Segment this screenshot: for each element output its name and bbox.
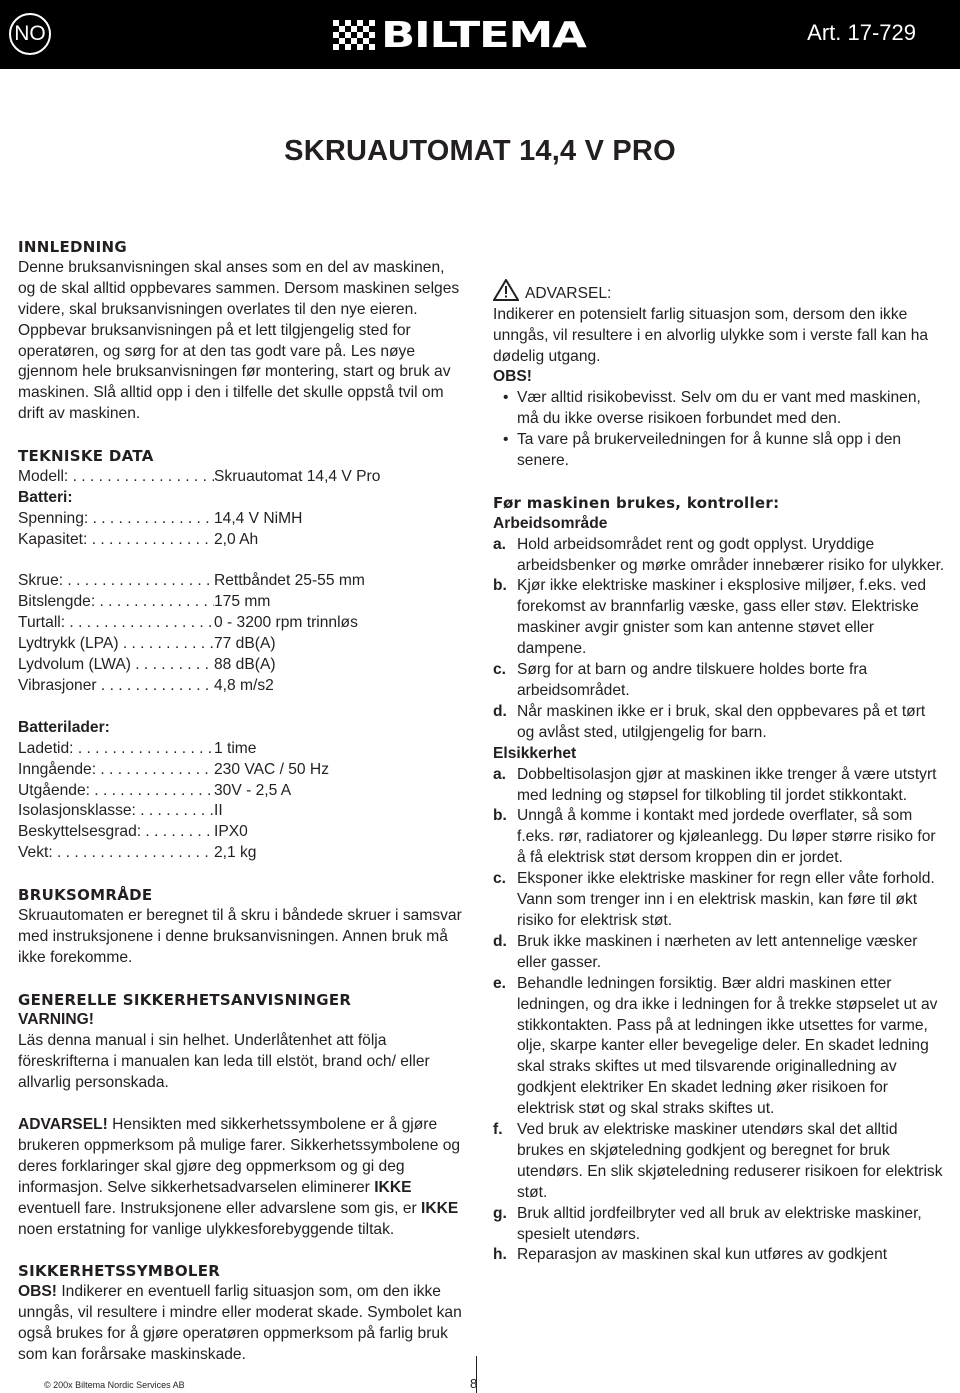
spec-row	[18, 760, 463, 781]
list-item: c. Eksponer ikke elektriske maskiner for regn eller våte forhold. Vann som trenger inn i en elektrisk maskin, kan føre til økt risiko for elektrisk støt.	[493, 869, 945, 932]
spec-value: 4,8 m/s2	[214, 677, 274, 694]
biltema-logo	[333, 14, 586, 56]
spec-row	[18, 801, 463, 822]
spec-key: Lydvolum (LWA) . . .	[18, 655, 214, 676]
spec-row	[18, 739, 463, 760]
spec-row	[18, 613, 463, 634]
spec-key: Lydtrykk (LPA) . . .	[18, 634, 214, 655]
list-item-text: Når maskinen ikke er i bruk, skal den oppbevares på et tørt og avlåst sted, utilgjengelig for barn.	[517, 702, 926, 741]
advarsel-paragraph	[18, 1115, 463, 1240]
battery-label: Batteri:	[18, 488, 73, 506]
list-item: b. Unngå å komme i kontakt med jordede overflater, så som f.eks. rør, radiatorer og kjøleanlegg. Du løper større risiko for å få elektrisk støt dersom kroppen din er jordet.	[493, 806, 945, 869]
spec-key: Spenning: . . .	[18, 509, 214, 530]
spec-key: Utgående: . . .	[18, 781, 214, 802]
obs-label: OBS!	[18, 1283, 57, 1301]
spec-value: 2,1 kg	[214, 844, 257, 862]
list-item-text: Bruk ikke maskinen i nærheten av lett antennelige væsker eller gasser.	[517, 932, 918, 971]
spec-key: Bitslengde: . . .	[18, 592, 214, 613]
ikke-emphasis: IKKE	[421, 1199, 459, 1217]
intro-text: Denne bruksanvisningen skal anses som en del av maskinen, og de skal alltid oppbevares sammen. Dersom maskinen selges videre, skal bruksanvisningen overlates til den nye eieren. Oppbevar bruksanvisningen på et lett tilgjengelig sted for operatøren, og sørg for at den tas godt vare på. Les nøye gjennom hele bruksanvisningen før montering, start og bruk av maskinen. Slå alltid opp i den i tilfelle det skulle oppstå tvil om drift av maskinen.	[18, 258, 460, 423]
obs2-label: OBS!	[493, 368, 532, 386]
tech-heading: TEKNISKE DATA	[18, 447, 154, 466]
article-number: Art. 17-729	[807, 20, 916, 45]
brand-name: BILTEMA	[381, 14, 586, 56]
spec-value: 1 time	[214, 739, 257, 757]
list-item: d. Bruk ikke maskinen i nærheten av lett antennelige væsker eller gasser.	[493, 932, 945, 974]
list-item-text: Kjør ikke elektriske maskiner i eksplosive miljøer, f.eks. ved forekomst av brannfarlig væske, gass eller støv. Elektriske maskiner avgir gnister som kan antenne støvet eller dampene.	[517, 577, 927, 658]
country-badge: NO	[9, 13, 51, 55]
advarsel-text: Hensikten med sikkerhetssymbolene er å gjøre brukeren oppmerksom på mulige farer. Sikkerhetssymbolene og deres forklaringer skal gjøre deg oppmerksom og gi deg informasjon. Selve sikkerhetsadvarselen eliminerer	[18, 1115, 461, 1196]
spec-row	[18, 571, 463, 592]
list-item: a. Dobbeltisolasjon gjør at maskinen ikke trenger å være utstyrt med ledning og støpsel for tilkobling til jordet stikkontakt.	[493, 765, 945, 807]
advarsel-text: noen erstatning for vanlige ulykkesforebyggende tiltak.	[18, 1220, 395, 1238]
spec-value: 30V - 2,5 A	[214, 781, 292, 799]
bullet-icon: •	[503, 389, 509, 407]
usage-heading: BRUKSOMRÅDE	[18, 886, 153, 905]
el-safety-label: Elsikkerhet	[493, 744, 577, 762]
list-item: a. Hold arbeidsområdet rent og godt opplyst. Uryddige arbeidsbenker og mørke områder innebærer risiko for ulykker.	[493, 535, 945, 577]
list-item-text: Ved bruk av elektriske maskiner utendørs skal det alltid brukes en skjøteledning godkjent og beregnet for bruk utendørs. En slik skjøteledning reduserer risikoen for elektrisk støt.	[517, 1121, 943, 1201]
obs-text: Indikerer en eventuell farlig situasjon som, om den ikke unngås, vil resultere i mindre eller moderat skade. Symbolet kan også brukes for å gjøre operatøren oppmerksom på farlig bruk som kan forårsake maskinskade.	[18, 1283, 462, 1363]
list-item: h. Reparasjon av maskinen skal kun utføres av godkjent	[493, 1245, 945, 1266]
list-item-text: Reparasjon av maskinen skal kun utføres av godkjent	[517, 1246, 888, 1264]
spec-value: 230 VAC / 50 Hz	[214, 760, 329, 778]
obs-paragraph	[18, 1282, 463, 1366]
ikke-emphasis: IKKE	[374, 1178, 412, 1196]
list-item-text: Hold arbeidsområdet rent og godt opplyst. Uryddige arbeidsbenker og mørke områder innebærer risiko for ulykker.	[517, 535, 945, 574]
advarsel-label: ADVARSEL:	[525, 284, 612, 302]
list-item: b. Kjør ikke elektriske maskiner i eksplosive miljøer, f.eks. ved forekomst av brannfarlig væske, gass eller støv. Elektriske maskiner avgir gnister som kan antenne støvet eller dampene.	[493, 576, 945, 660]
general-heading: GENERELLE SIKKERHETSANVISNINGER	[18, 990, 352, 1009]
spec-row	[18, 676, 463, 697]
spec-key: Beskyttelsesgrad: . . .	[18, 822, 214, 843]
right-column-content	[493, 237, 945, 1266]
spec-value: 77 dB(A)	[214, 635, 276, 653]
page-number: 8	[470, 1376, 478, 1391]
list-item: d. Når maskinen ikke er i bruk, skal den oppbevares på et tørt og avlåst sted, utilgjengelig for barn.	[493, 702, 945, 744]
warning-text: Läs denna manual i sin helhet. Underlåtenhet att följa föreskrifterna i manualen kan leda till elstöt, brand och/ eller allvarlig personskada.	[18, 1032, 430, 1092]
list-item: e. Behandle ledningen forsiktig. Bær aldri maskinen etter ledningen, og dra ikke i ledningen for å trekke støpselet ut av stikkontakten. Pass på at ledningen ikke utsettes for varme, olje, skarpe kanter eller bevegelige deler. En skadet ledning skal straks skiftes ut med tilsvarende originalledning av godkjent elektriker En skadet ledning øker risikoen for elektrisk støt og skal straks skiftes ut.	[493, 974, 945, 1120]
spec-row	[18, 592, 463, 613]
list-item-text: Eksponer ikke elektriske maskiner for regn eller våte forhold. Vann som trenger inn i en elektrisk maskin, kan føre til økt risiko for elektrisk støt.	[517, 870, 935, 929]
spec-key: Skrue: . . .	[18, 571, 214, 592]
advarsel-symbol-line	[493, 279, 945, 305]
spec-row	[18, 781, 463, 802]
intro-heading: INNLEDNING	[18, 238, 127, 256]
work-area-label: Arbeidsområde	[493, 514, 608, 532]
spec-value: 14,4 V NiMH	[214, 509, 303, 527]
warning-label: VARNING!	[18, 1011, 94, 1029]
advarsel-label: ADVARSEL!	[18, 1115, 108, 1133]
copyright: © 200x Biltema Nordic Services AB	[44, 1380, 185, 1390]
spec-row	[18, 655, 463, 676]
list-item-text: Dobbeltisolasjon gjør at maskinen ikke trenger å være utstyrt med ledning og støpsel for tilkobling til jordet stikkontakt.	[517, 765, 937, 804]
spec-value: IPX0	[214, 823, 248, 841]
spec-key: Isolasjonsklasse: . . .	[18, 801, 214, 822]
spec-key: Inngående: . . .	[18, 760, 214, 781]
spec-row	[18, 634, 463, 655]
checkered-flag-icon	[333, 20, 377, 50]
list-item	[493, 388, 945, 430]
spec-row	[18, 509, 463, 530]
list-item-text: Bruk alltid jordfeilbryter ved all bruk av elektriske maskiner, spesielt utendørs.	[517, 1204, 922, 1243]
list-item: f. Ved bruk av elektriske maskiner utendørs skal det alltid brukes en skjøteledning godkjent og beregnet for bruk utendørs. En slik skjøteledning reduserer risikoen for elektrisk støt.	[493, 1120, 945, 1204]
list-item-text: Sørg for at barn og andre tilskuere holdes borte fra arbeidsområdet.	[517, 661, 868, 699]
spec-key: Kapasitet: . . .	[18, 530, 214, 551]
charger-label: Batterilader:	[18, 718, 110, 736]
usage-text: Skruautomaten er beregnet til å skru i båndede skruer i samsvar med instruksjonene i denne bruksanvisningen. Annen bruk må ikke forekomme.	[18, 906, 462, 966]
spec-value: II	[214, 802, 223, 820]
list-item	[493, 430, 945, 472]
spec-row	[18, 843, 463, 864]
warning-triangle-icon	[493, 279, 519, 301]
spec-value: 0 - 3200 rpm trinnløs	[214, 614, 358, 632]
spec-key: Modell: . . .	[18, 467, 214, 488]
bullet-text: Vær alltid risikobevisst. Selv om du er vant med maskinen, må du ikke overse risikoen forbundet med den.	[517, 389, 921, 428]
bullet-icon: •	[503, 431, 509, 449]
left-column	[18, 237, 463, 1366]
advarsel-text: Indikerer en potensielt farlig situasjon som, dersom den ikke unngås, vil resultere i en alvorlig ulykke som i verste fall kan ha dødelig utgang.	[493, 305, 929, 365]
spec-row	[18, 822, 463, 843]
bullet-text: Ta vare på brukerveiledningen for å kunne slå opp i den senere.	[517, 431, 902, 470]
spec-key: Ladetid: . . .	[18, 739, 214, 760]
advarsel-text: eventuell fare. Instruksjonene eller advarslene som gis, er	[18, 1199, 422, 1217]
list-item-text: Unngå å komme i kontakt med jordede overflater, så som f.eks. rør, radiatorer og kjøleanlegg. Du løper større risiko for å få elektrisk støt dersom kroppen din er jordet.	[517, 807, 936, 867]
list-item: g. Bruk alltid jordfeilbryter ved all bruk av elektriske maskiner, spesielt utendørs.	[493, 1204, 945, 1246]
spec-value: Rettbåndet 25-55 mm	[214, 572, 365, 590]
spec-value: Skruautomat 14,4 V Pro	[214, 467, 381, 485]
before-heading: Før maskinen brukes, kontroller:	[493, 493, 780, 512]
spec-row	[18, 530, 463, 551]
list-item-text: Behandle ledningen forsiktig. Bær aldri maskinen etter ledningen, og dra ikke i ledningen for å trekke støpselet ut av stikkontakten. Pass på at ledningen ikke utsettes for varme, olje, skarpe kanter eller bevegelige deler. En skadet ledning skal straks skiftes ut med tilsvarende originalledning av godkjent elektriker En skadet ledning øker risikoen for elektrisk støt og skal straks skiftes ut.	[517, 974, 938, 1118]
spec-key: Vekt: . . .	[18, 843, 214, 864]
header-bar	[0, 0, 960, 69]
symbols-heading: SIKKERHETSSYMBOLER	[18, 1262, 221, 1281]
spec-key: Vibrasjoner . . .	[18, 676, 214, 697]
spec-value: 2,0 Ah	[214, 530, 259, 548]
spec-row	[18, 467, 463, 488]
list-item: c. Sørg for at barn og andre tilskuere holdes borte fra arbeidsområdet.	[493, 660, 945, 702]
spec-value: 88 dB(A)	[214, 656, 276, 674]
spec-value: 175 mm	[214, 593, 271, 611]
page-title: SKRUAUTOMAT 14,4 V PRO	[284, 135, 676, 167]
spec-key: Turtall: . . .	[18, 613, 214, 634]
